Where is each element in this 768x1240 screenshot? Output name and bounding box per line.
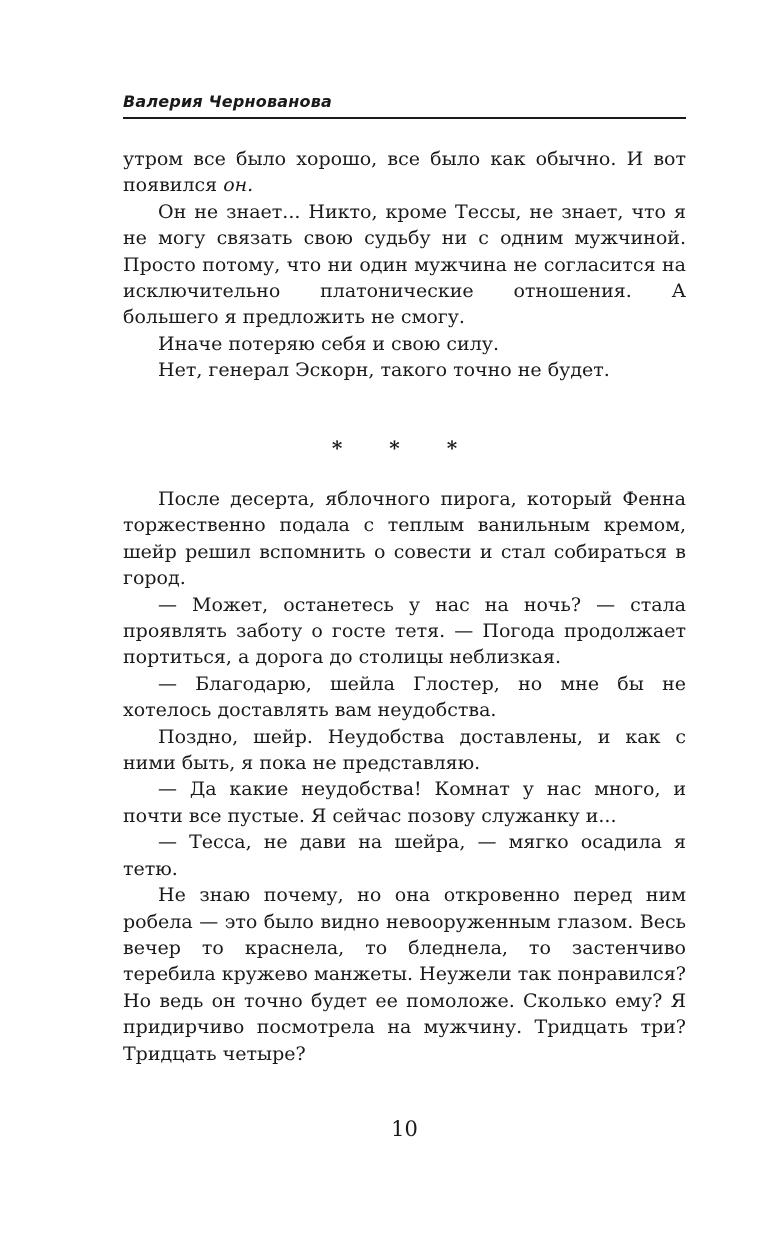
paragraph: Он не знает... Никто, кроме Тессы, не знает, что я не могу связать свою судьбу ни с одним мужчиной. Просто потому, что ни один мужчина не согласится на исключительно платонические отношения. А большего я предложить не смогу. [123,200,686,329]
paragraph: — Благодарю, шейла Глостер, но мне бы не хотелось доставлять вам неудобства. [123,672,686,722]
page-number: 10 [391,1117,418,1141]
header-rule [123,117,686,119]
paragraph: — Да какие неудобства! Комнат у нас много, и почти все пустые. Я сейчас позову служанку и... [123,778,686,827]
emphasis-word: он. [223,174,254,197]
paragraph: Нет, генерал Эскорн, такого точно не будет. [158,359,610,382]
paragraph: — Может, останетесь у нас на ночь? — стала проявлять заботу о госте тетя. — Погода продолжает портиться, а дорога до столицы неблизкая. [123,593,686,669]
text-block-bottom [123,486,686,1067]
text-block-top [123,146,686,384]
paragraph: Не знаю почему, но она откровенно перед ним робела — это было видно невооруженным глазом. Весь вечер то краснела, то бледнела, то застенчиво теребила кружево манжеты. Неужели так понравился? Но ведь он точно будет ее помоложе. Сколько ему? Я придирчиво посмотрела на мужчину. Тридцать три? Тридцать четыре? [123,884,686,1065]
running-header-author: Валерия Чернованова [123,92,333,111]
paragraph: — Тесса, не дави на шейра, — мягко осадила я тетю. [123,831,686,880]
paragraph [123,146,686,199]
running-header [123,92,686,118]
paragraph: Иначе потеряю себя и свою силу. [158,332,499,355]
paragraph: После десерта, яблочного пирога, который Фенна торжественно подала с теплым ванильным кремом, шейр решил вспомнить о совести и стал собираться в город. [123,488,686,590]
section-separator: * * * [331,436,478,460]
paragraph-text: утром все было хорошо, все было как обычно. И вот появился [123,148,686,197]
paragraph: Поздно, шейр. Неудобства доставлены, и как с ними быть, я пока не представляю. [123,725,686,775]
